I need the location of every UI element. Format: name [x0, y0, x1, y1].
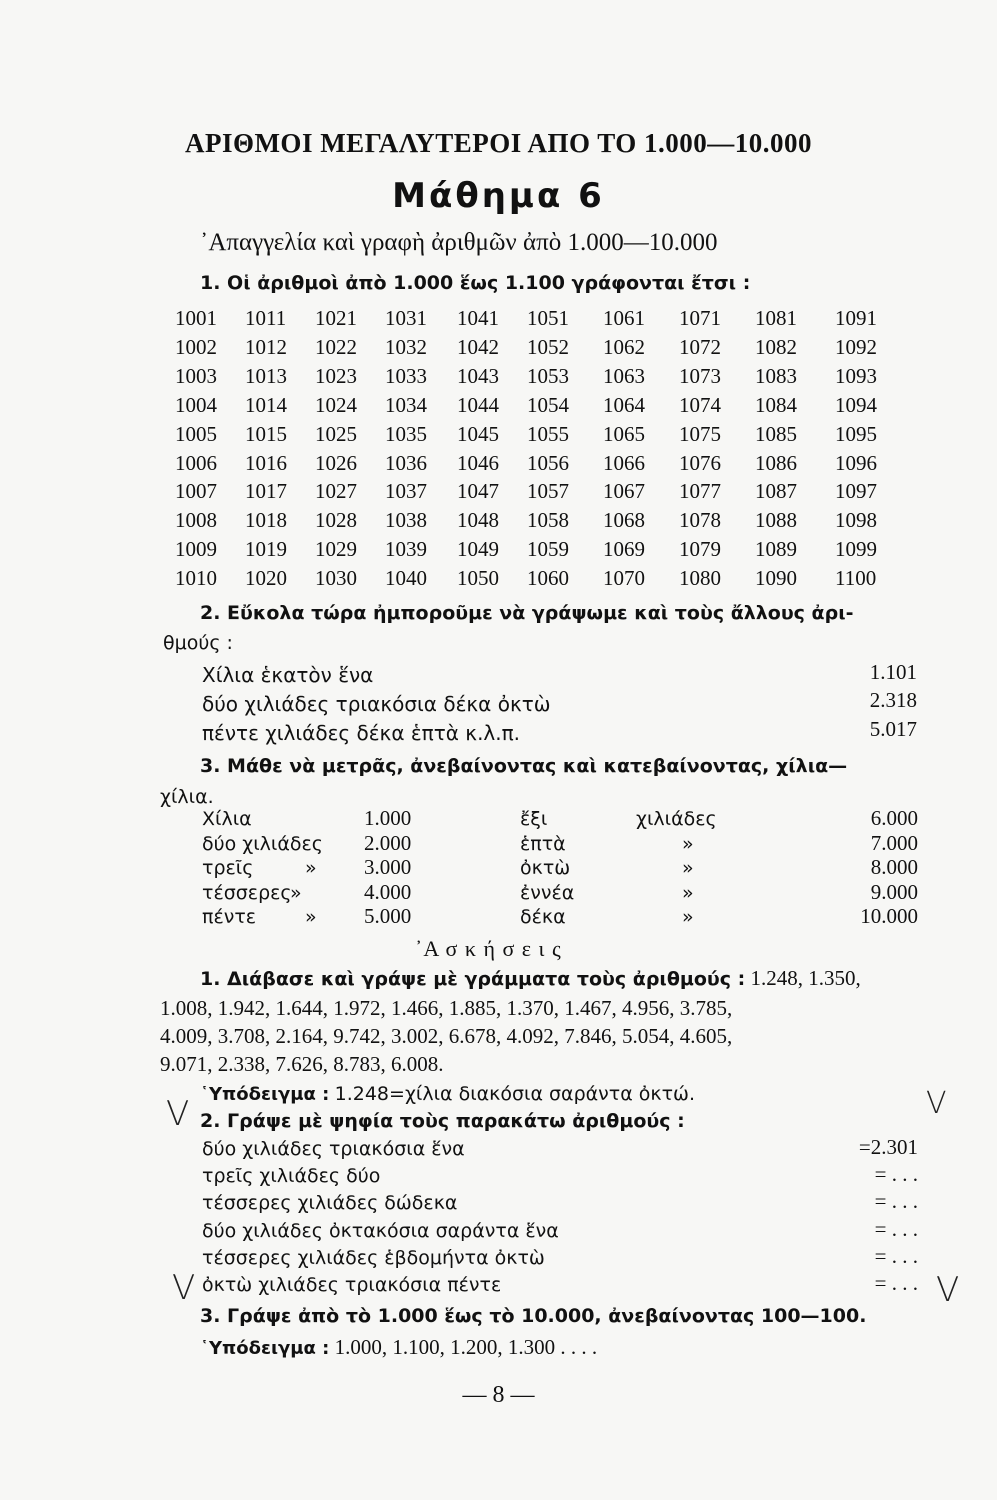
number-cell: 1039 — [385, 537, 427, 562]
exercise2-words: ὀκτὼ χιλιάδες τριακόσια πέντε — [202, 1274, 502, 1296]
number-cell: 1076 — [679, 450, 721, 475]
count-right-word: ἐννέα — [520, 881, 575, 904]
exercise3-label: 3. Γράψε ἀπὸ τὸ 1.000 ἕως τὸ 10.000, ἀνεβαίνοντας 100—100. — [200, 1305, 867, 1327]
lesson-subtitle: ᾿Απαγγελία καὶ γραφὴ ἀριθμῶν ἀπὸ 1.000—10.000 — [200, 229, 718, 256]
number-cell: 1045 — [457, 421, 499, 446]
number-cell: 1011 — [245, 306, 287, 330]
number-cell: 1091 — [835, 306, 877, 330]
number-cell: 1047 — [457, 479, 499, 504]
number-cell: 1090 — [755, 566, 797, 591]
example1-line — [200, 1081, 695, 1106]
number-cell: 1006 — [175, 450, 217, 475]
number-cell: 1049 — [457, 537, 499, 562]
number-cell: 1074 — [679, 392, 721, 417]
number-cell: 1015 — [245, 421, 287, 446]
exercise2-words: τέσσερες χιλιάδες δώδεκα — [202, 1192, 458, 1215]
number-cell: 1081 — [755, 306, 797, 330]
number-cell: 1052 — [527, 334, 569, 359]
number-cell: 1088 — [755, 508, 797, 533]
page-number: — 8 — — [462, 1382, 535, 1408]
number-cell: 1051 — [527, 306, 569, 330]
exercise2-answer: =2.301 — [858, 1135, 918, 1159]
number-cell: 1073 — [679, 363, 721, 388]
exercise1-line1-numbers: 1.248, 1.350, — [750, 966, 861, 990]
section3-heading-line2: χίλια. — [160, 786, 214, 808]
number-cell: 1035 — [385, 421, 427, 446]
number-cell: 1027 — [315, 479, 357, 504]
count-left-number: 2.000 — [364, 830, 412, 855]
check-mark-2: V — [926, 1086, 947, 1121]
number-cell: 1084 — [755, 392, 797, 417]
number-cell: 1063 — [603, 363, 645, 388]
exercise2-words: τέσσερες χιλιάδες ἑβδομήντα ὀκτὼ — [202, 1246, 545, 1269]
number-cell: 1004 — [175, 392, 217, 417]
count-left-word: τρεῖς — [202, 857, 254, 879]
number-cell: 1080 — [679, 566, 721, 591]
number-cell: 1016 — [245, 450, 287, 475]
number-cell: 1018 — [245, 508, 287, 533]
count-left-number: 3.000 — [364, 855, 412, 879]
number-cell: 1058 — [527, 508, 569, 533]
number-cell: 1072 — [679, 334, 721, 359]
number-cell: 1069 — [603, 537, 645, 562]
number-cell: 1010 — [175, 566, 217, 591]
example2-line — [200, 1335, 597, 1360]
number-cell: 1037 — [385, 479, 427, 504]
number-cell: 1077 — [679, 479, 721, 504]
exercise2-label: 2. Γράψε μὲ ψηφία τοὺς παρακάτω ἀριθμούς : — [200, 1110, 685, 1132]
count-left-number: 4.000 — [364, 879, 412, 904]
number-cell: 1060 — [527, 566, 569, 591]
count-left-number: 5.000 — [364, 904, 412, 928]
count-left-number: 1.000 — [364, 806, 412, 830]
number-cell: 1085 — [755, 421, 797, 446]
count-right-unit: » — [682, 832, 694, 855]
number-cell: 1048 — [457, 508, 499, 533]
exercise1-line4: 9.071, 2.338, 7.626, 8.783, 6.008. — [160, 1052, 444, 1076]
number-cell: 1070 — [603, 566, 645, 591]
example-number-2: 2.318 — [869, 688, 917, 712]
count-right-number: 9.000 — [870, 879, 918, 904]
count-right-word: ὀκτὼ — [520, 857, 571, 879]
number-cell: 1062 — [603, 334, 645, 359]
exercise1-line1 — [200, 966, 861, 991]
number-cell: 1005 — [175, 421, 217, 446]
exercise1-line2: 1.008, 1.942, 1.644, 1.972, 1.466, 1.885, 1.370, 1.467, 4.956, 3.785, — [160, 996, 733, 1020]
section1-heading: 1. Οἱ ἀριθμοὶ ἀπὸ 1.000 ἕως 1.100 γράφονται ἔτσι : — [200, 272, 751, 294]
number-cell: 1078 — [679, 508, 721, 533]
number-cell: 1057 — [527, 479, 569, 504]
number-cell: 1030 — [315, 566, 357, 591]
example-number-1: 1.101 — [869, 660, 917, 684]
number-cell: 1082 — [755, 334, 797, 359]
count-right-word: ἑπτὰ — [520, 832, 566, 855]
number-cell: 1041 — [457, 306, 499, 330]
count-left-mark: » — [305, 857, 317, 879]
number-cell: 1009 — [175, 537, 217, 562]
number-cell: 1031 — [385, 306, 427, 330]
number-cell: 1065 — [603, 421, 645, 446]
page-title: ΑΡΙΘΜΟΙ ΜΕΓΑΛΥΤΕΡΟΙ ΑΠΟ ΤΟ 1.000—10.000 — [184, 128, 813, 158]
number-cell: 1007 — [175, 479, 217, 504]
count-left-word: τέσσερες — [202, 881, 292, 904]
number-cell: 1061 — [603, 306, 645, 330]
number-cell: 1055 — [527, 421, 569, 446]
lesson-heading: Μάθημα 6 — [392, 176, 605, 216]
number-cell: 1093 — [835, 363, 877, 388]
exercise2-answer: = . . . — [874, 1189, 918, 1214]
number-cell: 1014 — [245, 392, 287, 417]
number-cell: 1096 — [835, 450, 877, 475]
number-cell: 1028 — [315, 508, 357, 533]
number-cell: 1075 — [679, 421, 721, 446]
number-cell: 1040 — [385, 566, 427, 591]
example-words-1: Χίλια ἑκατὸν ἕνα — [202, 663, 374, 687]
number-cell: 1003 — [175, 363, 217, 388]
section2-heading — [200, 602, 854, 624]
number-cell: 1099 — [835, 537, 877, 562]
example-words-2: δύο χιλιάδες τριακόσια δέκα ὀκτὼ — [202, 692, 551, 716]
exercise2-answer: = . . . — [874, 1243, 918, 1268]
number-cell: 1064 — [603, 392, 645, 417]
exercise2-answer: = . . . — [874, 1271, 918, 1295]
number-cell: 1050 — [457, 566, 499, 591]
exercise1-label: 1. Διάβασε καὶ γράψε μὲ γράμματα τοὺς ἀριθμούς : — [200, 968, 746, 990]
number-cell: 1023 — [315, 363, 357, 388]
number-cell: 1044 — [457, 392, 499, 417]
number-cell: 1013 — [245, 363, 287, 388]
number-cell: 1046 — [457, 450, 499, 475]
number-cell: 1017 — [245, 479, 287, 504]
exercise2-words: δύο χιλιάδες τριακόσια ἕνα — [202, 1138, 465, 1160]
count-right-unit: χιλιάδες — [636, 808, 717, 830]
count-left-mark: » — [305, 906, 317, 928]
exercise2-words: τρεῖς χιλιάδες δύο — [202, 1165, 381, 1188]
example2-text: 1.000, 1.100, 1.200, 1.300 . . . . — [334, 1335, 598, 1359]
number-cell: 1038 — [385, 508, 427, 533]
example-words-3: πέντε χιλιάδες δέκα ἑπτὰ κ.λ.π. — [202, 721, 521, 745]
number-cell: 1019 — [245, 537, 287, 562]
section3-heading-line1: 3. Μάθε νὰ μετρᾶς, ἀνεβαίνοντας καὶ κατεβαίνοντας, χίλια— — [200, 755, 848, 777]
number-cell: 1098 — [835, 508, 877, 533]
number-cell: 1053 — [527, 363, 569, 388]
number-cell: 1087 — [755, 479, 797, 504]
count-right-word: δέκα — [520, 906, 566, 928]
count-right-number: 7.000 — [870, 830, 918, 855]
number-cell: 1086 — [755, 450, 797, 475]
number-cell: 1100 — [835, 566, 877, 591]
number-cell: 1001 — [175, 306, 217, 330]
count-right-number: 10.000 — [860, 904, 918, 928]
exercise1-line3: 4.009, 3.708, 2.164, 9.742, 3.002, 6.678, 4.092, 7.846, 5.054, 4.605, — [160, 1024, 733, 1048]
number-cell: 1021 — [315, 306, 357, 330]
example1-text: 1.248=χίλια διακόσια σαράντα ὀκτώ. — [334, 1083, 695, 1105]
number-cell: 1066 — [603, 450, 645, 475]
number-cell: 1026 — [315, 450, 357, 475]
number-cell: 1042 — [457, 334, 499, 359]
number-cell: 1089 — [755, 537, 797, 562]
check-mark-1: V — [166, 1094, 190, 1134]
number-cell: 1068 — [603, 508, 645, 533]
example2-label: ῾Υπόδειγμα : — [200, 1338, 330, 1359]
count-right-word: ἔξι — [520, 808, 548, 830]
number-cell: 1054 — [527, 392, 569, 417]
number-cell: 1025 — [315, 421, 357, 446]
example-number-3: 5.017 — [869, 717, 917, 741]
number-cell: 1034 — [385, 392, 427, 417]
example1-label: ῾Υπόδειγμα : — [200, 1084, 330, 1105]
number-cell: 1094 — [835, 392, 877, 417]
number-cell: 1056 — [527, 450, 569, 475]
number-cell: 1097 — [835, 479, 877, 504]
count-left-mark: » — [290, 881, 302, 904]
number-cell: 1036 — [385, 450, 427, 475]
exercise2-words: δύο χιλιάδες ὀκτακόσια σαράντα ἕνα — [202, 1219, 559, 1242]
exercise2-answer: = . . . — [874, 1162, 918, 1187]
count-right-number: 8.000 — [870, 855, 918, 879]
count-left-word: δύο χιλιάδες — [202, 832, 323, 855]
count-right-unit: » — [682, 857, 694, 879]
number-cell: 1095 — [835, 421, 877, 446]
number-cell: 1092 — [835, 334, 877, 359]
number-cell: 1020 — [245, 566, 287, 591]
count-left-word: πέντε — [202, 906, 257, 928]
number-cell: 1022 — [315, 334, 357, 359]
number-cell: 1067 — [603, 479, 645, 504]
number-cell: 1008 — [175, 508, 217, 533]
exercises-heading: ᾿Α σ κ ή σ ε ι ς — [415, 936, 562, 961]
number-cell: 1059 — [527, 537, 569, 562]
count-right-unit: » — [682, 881, 694, 904]
number-cell: 1002 — [175, 334, 217, 359]
count-right-number: 6.000 — [870, 806, 918, 830]
number-cell: 1071 — [679, 306, 721, 330]
section2-heading-line2: θμούς : — [163, 632, 233, 654]
count-left-word: Χίλια — [202, 808, 252, 830]
exercise2-answer: = . . . — [874, 1216, 918, 1241]
number-cell: 1024 — [315, 392, 357, 417]
number-cell: 1033 — [385, 363, 427, 388]
number-cell: 1083 — [755, 363, 797, 388]
number-cell: 1032 — [385, 334, 427, 359]
check-mark-4: V — [936, 1270, 960, 1310]
number-cell: 1012 — [245, 334, 287, 359]
number-cell: 1043 — [457, 363, 499, 388]
check-mark-3: V — [172, 1268, 196, 1308]
number-cell: 1029 — [315, 537, 357, 562]
section2-heading-line1: 2. Εὔκολα τώρα ἠμποροῦμε νὰ γράψωμε καὶ τοὺς ἄλλους ἀρι- — [200, 602, 854, 624]
count-right-unit: » — [682, 906, 694, 928]
number-cell: 1079 — [679, 537, 721, 562]
